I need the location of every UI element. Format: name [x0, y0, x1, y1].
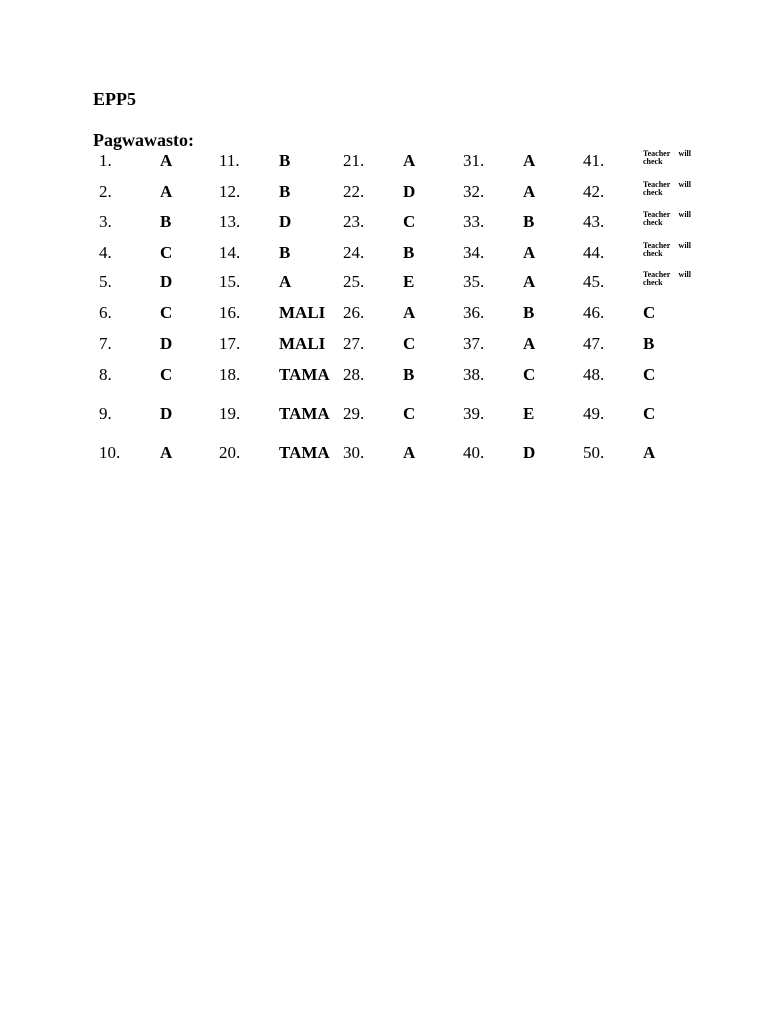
item-answer: C — [643, 365, 656, 384]
item-number: 34. — [463, 243, 485, 262]
item-number: 25. — [343, 272, 365, 291]
item-number: 3. — [99, 212, 112, 231]
item-answer: B — [279, 151, 291, 170]
item-number: 12. — [219, 182, 241, 201]
item-answer: C — [160, 303, 173, 322]
item-answer: A — [403, 303, 416, 322]
item-answer: B — [403, 243, 415, 262]
item-number: 6. — [99, 303, 112, 322]
item-number: 41. — [583, 151, 605, 170]
item-answer: A — [403, 443, 416, 462]
item-number: 27. — [343, 334, 365, 353]
item-answer: A — [160, 182, 173, 201]
item-number: 32. — [463, 182, 485, 201]
item-number: 7. — [99, 334, 112, 353]
item-answer: D — [523, 443, 536, 462]
item-number: 15. — [219, 272, 241, 291]
item-answer: D — [279, 212, 292, 231]
item-answer: C — [643, 404, 656, 423]
item-answer: B — [643, 334, 655, 353]
item-answer: D — [160, 272, 173, 291]
item-number: 50. — [583, 443, 605, 462]
item-number: 16. — [219, 303, 241, 322]
item-number: 24. — [343, 243, 365, 262]
item-number: 10. — [99, 443, 121, 462]
item-number: 43. — [583, 212, 605, 231]
item-number: 13. — [219, 212, 241, 231]
item-answer: B — [523, 212, 535, 231]
item-number: 38. — [463, 365, 485, 384]
item-number: 14. — [219, 243, 241, 262]
item-number: 40. — [463, 443, 485, 462]
item-answer: A — [160, 151, 173, 170]
item-answer: A — [160, 443, 173, 462]
item-number: 45. — [583, 272, 605, 291]
item-number: 37. — [463, 334, 485, 353]
item-number: 33. — [463, 212, 485, 231]
item-answer: D — [160, 404, 173, 423]
item-answer: TAMA — [279, 365, 330, 384]
item-answer: A — [523, 151, 536, 170]
item-number: 35. — [463, 272, 485, 291]
item-number: 1. — [99, 151, 112, 170]
item-number: 11. — [219, 151, 240, 170]
teacher-check-note: Teacher will check — [643, 270, 691, 287]
item-number: 8. — [99, 365, 112, 384]
item-number: 49. — [583, 404, 605, 423]
item-answer: A — [523, 243, 536, 262]
item-number: 20. — [219, 443, 241, 462]
item-number: 28. — [343, 365, 365, 384]
item-answer: A — [523, 182, 536, 201]
item-answer: C — [403, 212, 416, 231]
teacher-check-note: Teacher will check — [643, 241, 691, 258]
item-answer: C — [403, 404, 416, 423]
item-answer: C — [160, 365, 173, 384]
item-number: 46. — [583, 303, 605, 322]
section-heading: Pagwawasto: — [93, 130, 194, 150]
item-number: 18. — [219, 365, 241, 384]
item-answer: B — [279, 243, 291, 262]
teacher-check-note: Teacher will check — [643, 210, 691, 227]
item-answer: A — [523, 272, 536, 291]
item-number: 26. — [343, 303, 365, 322]
item-answer: C — [523, 365, 536, 384]
item-number: 19. — [219, 404, 241, 423]
item-number: 22. — [343, 182, 365, 201]
teacher-check-note: Teacher will check — [643, 180, 691, 197]
item-answer: C — [403, 334, 416, 353]
item-answer: MALI — [279, 303, 326, 322]
item-number: 5. — [99, 272, 112, 291]
item-answer: D — [403, 182, 416, 201]
item-answer: A — [523, 334, 536, 353]
item-number: 42. — [583, 182, 605, 201]
item-answer: B — [523, 303, 535, 322]
item-answer: A — [403, 151, 416, 170]
item-number: 48. — [583, 365, 605, 384]
item-number: 44. — [583, 243, 605, 262]
item-answer: TAMA — [279, 404, 330, 423]
item-number: 39. — [463, 404, 485, 423]
document-title: EPP5 — [93, 89, 136, 109]
item-answer: B — [160, 212, 172, 231]
item-answer: B — [403, 365, 415, 384]
item-number: 23. — [343, 212, 365, 231]
item-number: 36. — [463, 303, 485, 322]
item-number: 9. — [99, 404, 112, 423]
item-number: 4. — [99, 243, 112, 262]
teacher-check-note: Teacher will check — [643, 149, 691, 166]
item-answer: C — [643, 303, 656, 322]
item-answer: A — [643, 443, 656, 462]
item-answer: E — [403, 272, 415, 291]
item-number: 17. — [219, 334, 241, 353]
item-number: 2. — [99, 182, 112, 201]
item-answer: B — [279, 182, 291, 201]
item-number: 30. — [343, 443, 365, 462]
item-answer: MALI — [279, 334, 326, 353]
item-answer: A — [279, 272, 292, 291]
item-number: 21. — [343, 151, 365, 170]
item-answer: E — [523, 404, 535, 423]
item-number: 47. — [583, 334, 605, 353]
item-answer: D — [160, 334, 173, 353]
item-number: 31. — [463, 151, 485, 170]
item-answer: TAMA — [279, 443, 330, 462]
item-number: 29. — [343, 404, 365, 423]
item-answer: C — [160, 243, 173, 262]
